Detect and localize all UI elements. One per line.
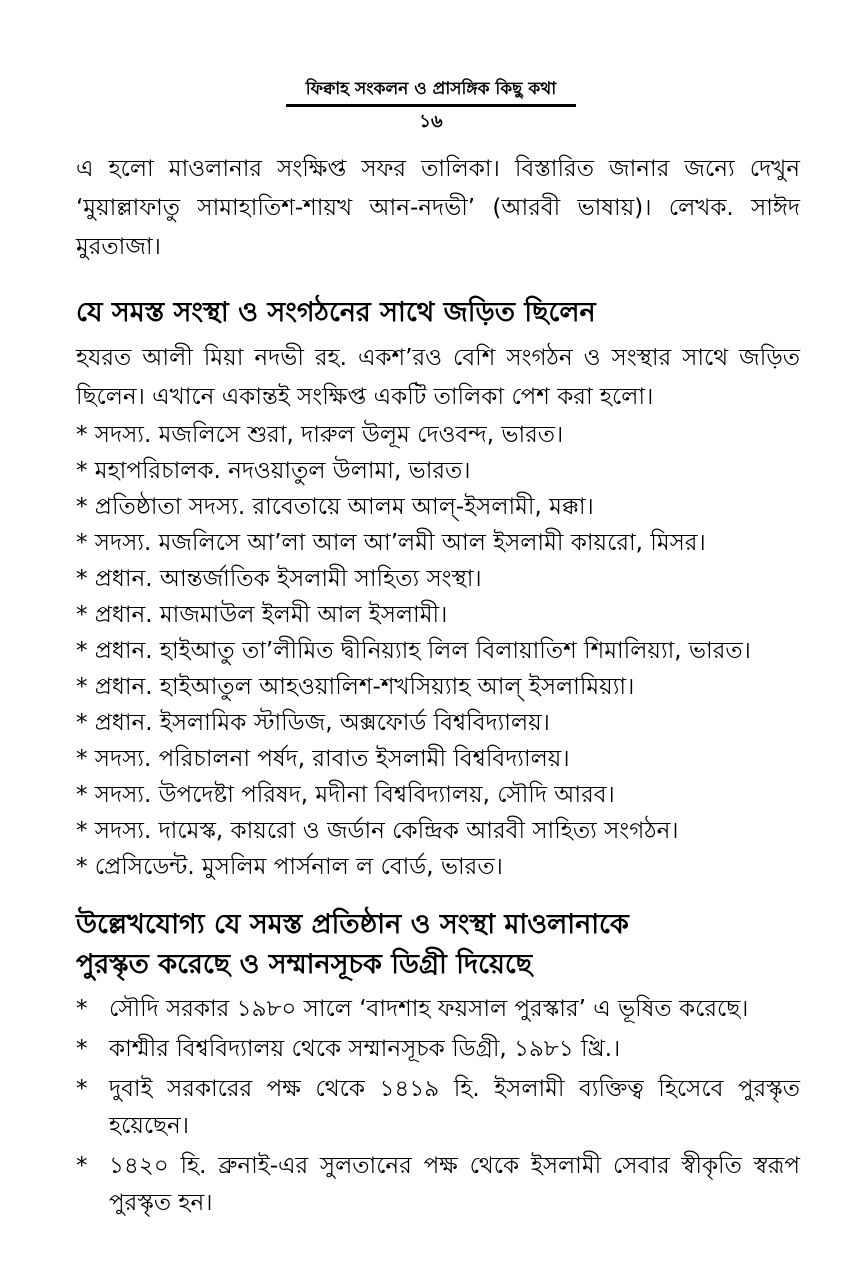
award-text: দুবাই সরকারের পক্ষ থেকে ১৪১৯ হি. ইসলামী ব্যক্তিত্ব হিসেবে পুরস্কৃত হয়েছেন।	[109, 1076, 800, 1139]
bullet-star: *	[76, 1153, 88, 1179]
organizations-list	[76, 417, 800, 885]
page-body	[76, 150, 800, 1225]
section2-heading-line1: উল্লেখযোগ্য যে সমস্ত প্রতিষ্ঠান ও সংস্থা মাওলানাকে	[76, 909, 629, 940]
organization-item: * প্রধান. ইসলামিক স্টাডিজ, অক্সফোর্ড বিশ্ববিদ্যালয়।	[76, 710, 550, 736]
organization-item: * প্রধান. মাজমাউল ইলমী আল ইসলামী।	[76, 602, 448, 628]
bullet-star: *	[76, 1036, 88, 1062]
award-text: সৌদি সরকার ১৯৮০ সালে ‘বাদশাহ ফয়সাল পুরস্কার’ এ ভূষিত করেছে।	[109, 996, 749, 1022]
organization-item: * মহাপরিচালক. নদওয়াতুল উলামা, ভারত।	[76, 458, 471, 484]
section1-paragraph: হযরত আলী মিয়া নদভী রহ. একশ’রও বেশি সংগঠন ও সংস্থার সাথে জড়িত ছিলেন। এখানে একান্তই সংক্ষিপ্ত একটি তালিকা পেশ করা হলো।	[76, 345, 800, 410]
award-item	[76, 991, 800, 1028]
organization-item: * প্রধান. আন্তর্জাতিক ইসলামী সাহিত্য সংস্থা।	[76, 566, 482, 592]
organization-item: * সদস্য. দামেস্ক, কায়রো ও জর্ডান কেন্দ্রিক আরবী সাহিত্য সংগঠন।	[76, 818, 679, 844]
section1-heading: যে সমস্ত সংস্থা ও সংগঠনের সাথে জড়িত ছিলেন	[76, 297, 596, 328]
running-title: ফিক্বাহ সংকলন ও প্রাসঙ্গিক কিছু কথা	[286, 78, 576, 107]
organization-item: * সদস্য. মজলিসে শুরা, দারুল উলূম দেওবন্দ, ভারত।	[76, 422, 564, 448]
organization-item: * সদস্য. মজলিসে আ’লা আল আ’লমী আল ইসলামী কায়রো, মিসর।	[76, 530, 706, 556]
award-text: ১৪২০ হি. ব্রুনাই-এর সুলতানের পক্ষ থেকে ইসলামী সেবার স্বীকৃতি স্বরূপ পুরস্কৃত হন।	[109, 1153, 800, 1216]
intro-paragraph: এ হলো মাওলানার সংক্ষিপ্ত সফর তালিকা। বিস্তারিত জানার জন্যে দেখুন ‘মুয়াল্লাফাতু সামাহাতিশ-শায়খ আন-নদভী’ (আরবী ভাষায়)। লেখক. সাঈদ মুরতাজা।	[76, 156, 800, 260]
organization-item: * সদস্য. উপদেষ্টা পরিষদ, মদীনা বিশ্ববিদ্যালয়, সৌদি আরব।	[76, 782, 615, 808]
organization-item: * প্রতিষ্ঠাতা সদস্য. রাবেতায়ে আলম আল্-ইসলামী, মক্কা।	[76, 494, 594, 520]
bullet-star: *	[76, 1076, 88, 1102]
award-item	[76, 1031, 800, 1068]
award-text: কাশ্মীর বিশ্ববিদ্যালয় থেকে সম্মানসূচক ডিগ্রী, ১৯৮১ খ্রি.।	[109, 1036, 621, 1062]
award-item	[76, 1148, 800, 1222]
organization-item: * প্রধান. হাইআতু তা’লীমিত দ্বীনিয়্যাহ লিল বিলায়াতিশ শিমালিয়্যা, ভারত।	[76, 638, 751, 664]
organization-item: * প্রেসিডেন্ট. মুসলিম পার্সনাল ল বোর্ড, ভারত।	[76, 854, 503, 880]
award-item	[76, 1071, 800, 1145]
organization-item: * প্রধান. হাইআতুল আহওয়ালিশ-শখসিয়্যাহ আল্ ইসলামিয়্যা।	[76, 674, 635, 700]
awards-list	[76, 991, 800, 1222]
page-number: ১৬	[419, 111, 443, 132]
section2-heading-line2: পুরস্কৃত করেছে ও সম্মানসূচক ডিগ্রী দিয়েছে	[76, 949, 533, 980]
organization-item: * সদস্য. পরিচালনা পর্ষদ, রাবাত ইসলামী বিশ্ববিদ্যালয়।	[76, 746, 570, 772]
bullet-star: *	[76, 996, 88, 1022]
